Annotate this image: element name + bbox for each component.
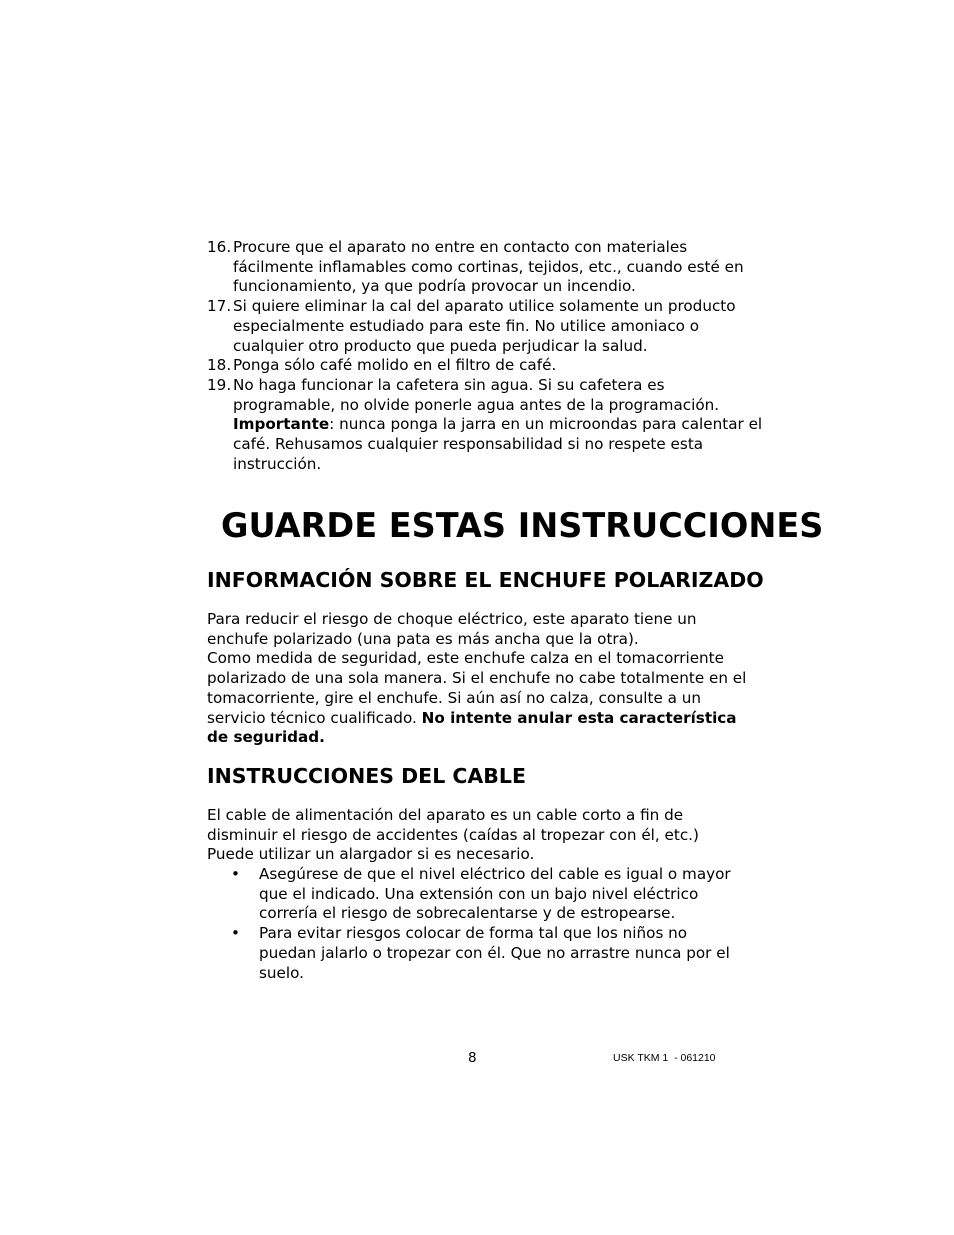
safety-instructions-list: [207, 238, 767, 474]
list-item-number: 19.: [207, 375, 232, 394]
list-item-number: 16.: [207, 238, 232, 256]
list-item: [207, 356, 767, 376]
list-item-text: Ponga sólo café molido en el filtro de café.: [233, 356, 557, 375]
bullet-item: [231, 865, 749, 924]
bullet-text: Para evitar riesgos colocar de forma tal que los niños no puedan jalarlo o tropezar con él. Que no arrastre nunca por el suelo.: [259, 924, 730, 982]
list-item: [207, 376, 767, 475]
cable-paragraph-2: Puede utilizar un alargador si es necesario.: [207, 845, 535, 864]
list-item-text: No haga funcionar la cafetera sin agua. Si su cafetera es programable, no olvide ponerle agua antes de la programación.: [233, 375, 720, 414]
important-text: : nunca ponga la jarra en un microondas para calentar el café. Rehusamos cualquier responsabilidad si no respete esta instrucción.: [233, 415, 763, 473]
list-item-text: Si quiere eliminar la cal del aparato utilice solamente un producto especialmente estudiado para este fin. No utilice amoniaco o cualquier otro producto que pueda perjudicar la salud.: [233, 297, 736, 355]
main-title: GUARDE ESTAS INSTRUCCIONES: [221, 506, 824, 545]
bullet-item: [231, 924, 749, 983]
document-reference: USK TKM 1 - 061210: [613, 1052, 716, 1064]
list-item: [207, 238, 767, 297]
cable-bullet-list: [231, 865, 749, 983]
important-label: Importante: [233, 415, 330, 434]
plug-section-text: [207, 610, 747, 748]
plug-paragraph-1: Para reducir el riesgo de choque eléctrico, este aparato tiene un enchufe polarizado (una pata es más ancha que la otra).: [207, 610, 697, 648]
cable-section-heading: INSTRUCCIONES DEL CABLE: [207, 764, 526, 788]
plug-section-heading: INFORMACIÓN SOBRE EL ENCHUFE POLARIZADO: [207, 568, 764, 592]
bullet-text: Asegúrese de que el nivel eléctrico del cable es igual o mayor que el indicado. Una extensión con un bajo nivel eléctrico correría el riesgo de sobrecalentarse y de estropearse.: [259, 865, 731, 923]
list-item: [207, 297, 767, 356]
page-number: 8: [468, 1050, 477, 1066]
bullet-icon: •: [231, 924, 240, 943]
list-item-number: 17.: [207, 297, 232, 316]
cable-section-text: [207, 806, 747, 865]
cable-paragraph-1: El cable de alimentación del aparato es un cable corto a fin de disminuir el riesgo de accidentes (caídas al tropezar con él, etc.): [207, 806, 699, 844]
plug-warning: No intente anular esta característica de seguridad.: [207, 708, 737, 747]
list-item-text: Procure que el aparato no entre en contacto con materiales fácilmente inflamables como cortinas, tejidos, etc., cuando esté en funcionamiento, ya que podría provocar un incendio.: [233, 238, 744, 296]
bullet-icon: •: [231, 865, 240, 883]
plug-paragraph-2: Como medida de seguridad, este enchufe calza en el tomacorriente polarizado de una sola manera. Si el enchufe no cabe totalmente en el tomacorriente, gire el enchufe. Si aún así no calza, consulte a un servicio técnico cualificado.: [207, 649, 747, 727]
list-item-number: 18.: [207, 356, 232, 375]
